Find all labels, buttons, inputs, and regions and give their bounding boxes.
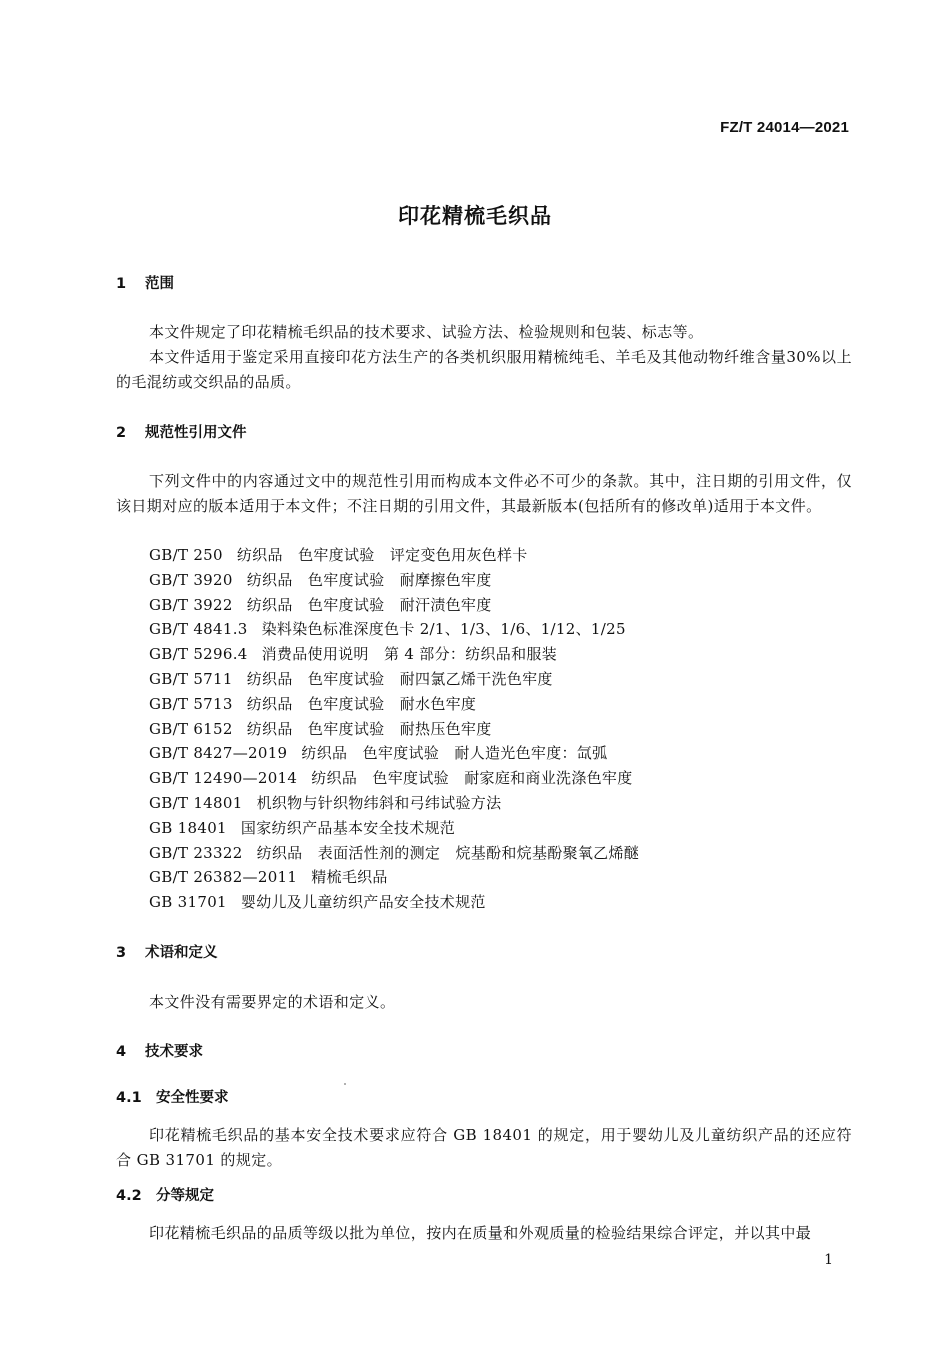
- reference-item: [149, 642, 639, 667]
- reference-item: [149, 692, 639, 717]
- reference-item: [149, 568, 639, 593]
- reference-code: GB/T 250: [149, 546, 223, 564]
- reference-item: [149, 617, 639, 642]
- reference-title: 纺织品 色牢度试验 耐家庭和商业洗涤色牢度: [311, 769, 633, 788]
- section-number: 2: [116, 425, 127, 441]
- reference-code: GB/T 14801: [149, 793, 243, 812]
- section-heading-terms: [116, 942, 218, 964]
- reference-code: GB/T 6152: [149, 719, 233, 738]
- reference-code: GB/T 5711: [149, 669, 233, 688]
- reference-title: 消费品使用说明 第 4 部分：纺织品和服装: [261, 645, 558, 664]
- reference-item: [149, 741, 639, 766]
- reference-title: 纺织品 色牢度试验 耐人造光色牢度：氙弧: [301, 744, 608, 763]
- references-intro-paragraph: 下列文件中的内容通过文中的规范性引用而构成本文件必不可少的条款。其中，注日期的引用文件，仅该日期对应的版本适用于本文件；不注日期的引用文件，其最新版本(包括所有的修改单)适用于本文件。: [116, 472, 852, 515]
- document-title: 印花精梳毛织品: [398, 204, 552, 228]
- reference-code: GB/T 12490—2014: [149, 769, 298, 788]
- section-title: 安全性要求: [156, 1090, 229, 1106]
- reference-list: [149, 543, 639, 915]
- scope-paragraph-2: 本文件适用于鉴定采用直接印花方法生产的各类机织服用精梳纯毛、羊毛及其他动物纤维含量30%以上的毛混纺或交织品的品质。: [116, 348, 852, 391]
- scope-paragraph-1: 本文件规定了印花精梳毛织品的技术要求、试验方法、检验规则和包装、标志等。: [149, 323, 704, 341]
- reference-code: GB/T 26382—2011: [149, 868, 298, 887]
- reference-title: 婴幼儿及儿童纺织产品安全技术规范: [240, 893, 486, 912]
- section-number: 4.1: [116, 1090, 142, 1106]
- section-number: 4: [116, 1044, 127, 1060]
- subsection-heading-grading: [116, 1185, 214, 1207]
- section-title: 技术要求: [145, 1044, 203, 1060]
- section-heading-normative-references: [116, 422, 247, 444]
- reference-title: 机织物与针织物纬斜和弓纬试验方法: [256, 793, 502, 812]
- reference-code: GB/T 8427—2019: [149, 744, 288, 763]
- reference-code: GB/T 23322: [149, 843, 243, 862]
- reference-title: 纺织品 色牢度试验 耐热压色牢度: [246, 719, 492, 738]
- standard-code: FZ/T 24014—2021: [720, 119, 849, 136]
- reference-item: [149, 890, 639, 915]
- reference-code: GB/T 3920: [149, 570, 233, 589]
- reference-item: [149, 717, 639, 742]
- page-number: 1: [824, 1252, 833, 1268]
- reference-code: GB/T 4841.3: [149, 620, 248, 639]
- scan-speck: [344, 1083, 346, 1085]
- reference-code: GB/T 3922: [149, 595, 233, 614]
- reference-code: GB 31701: [149, 893, 227, 912]
- reference-item: [149, 841, 639, 866]
- reference-item: [149, 543, 639, 568]
- reference-title: 染料染色标准深度色卡 2/1、1/3、1/6、1/12、1/25: [261, 620, 626, 639]
- section-number: 3: [116, 945, 127, 961]
- reference-title: 国家纺织产品基本安全技术规范: [240, 818, 456, 837]
- grading-paragraph: 印花精梳毛织品的品质等级以批为单位，按内在质量和外观质量的检验结果综合评定，并以其中最: [149, 1224, 812, 1242]
- reference-item: [149, 865, 639, 890]
- reference-item: [149, 791, 639, 816]
- reference-item: [149, 816, 639, 841]
- section-title: 范围: [145, 276, 174, 292]
- reference-code: GB 18401: [149, 818, 227, 837]
- section-title: 分等规定: [156, 1188, 214, 1204]
- subsection-heading-safety: [116, 1087, 229, 1109]
- safety-paragraph: 印花精梳毛织品的基本安全技术要求应符合 GB 18401 的规定，用于婴幼儿及儿童纺织产品的还应符合 GB 31701 的规定。: [116, 1126, 852, 1169]
- reference-title: 纺织品 色牢度试验 耐水色牢度: [246, 694, 477, 713]
- reference-title: 精梳毛织品: [311, 868, 388, 887]
- section-title: 规范性引用文件: [145, 425, 247, 441]
- reference-title: 纺织品 色牢度试验 耐摩擦色牢度: [246, 570, 492, 589]
- terms-paragraph: 本文件没有需要界定的术语和定义。: [149, 993, 396, 1011]
- section-title: 术语和定义: [145, 945, 218, 961]
- reference-title: 纺织品 色牢度试验 耐四氯乙烯干洗色牢度: [246, 669, 553, 688]
- section-heading-scope: [116, 273, 174, 295]
- reference-item: [149, 667, 639, 692]
- reference-title: 纺织品 色牢度试验 评定变色用灰色样卡: [236, 546, 528, 564]
- section-heading-technical-requirements: [116, 1041, 203, 1063]
- reference-code: GB/T 5713: [149, 694, 233, 713]
- reference-item: [149, 593, 639, 618]
- reference-item: [149, 766, 639, 791]
- reference-code: GB/T 5296.4: [149, 645, 248, 664]
- section-number: 4.2: [116, 1188, 142, 1204]
- section-number: 1: [116, 276, 127, 292]
- reference-title: 纺织品 表面活性剂的测定 烷基酚和烷基酚聚氧乙烯醚: [256, 843, 640, 862]
- reference-title: 纺织品 色牢度试验 耐汗渍色牢度: [246, 595, 492, 614]
